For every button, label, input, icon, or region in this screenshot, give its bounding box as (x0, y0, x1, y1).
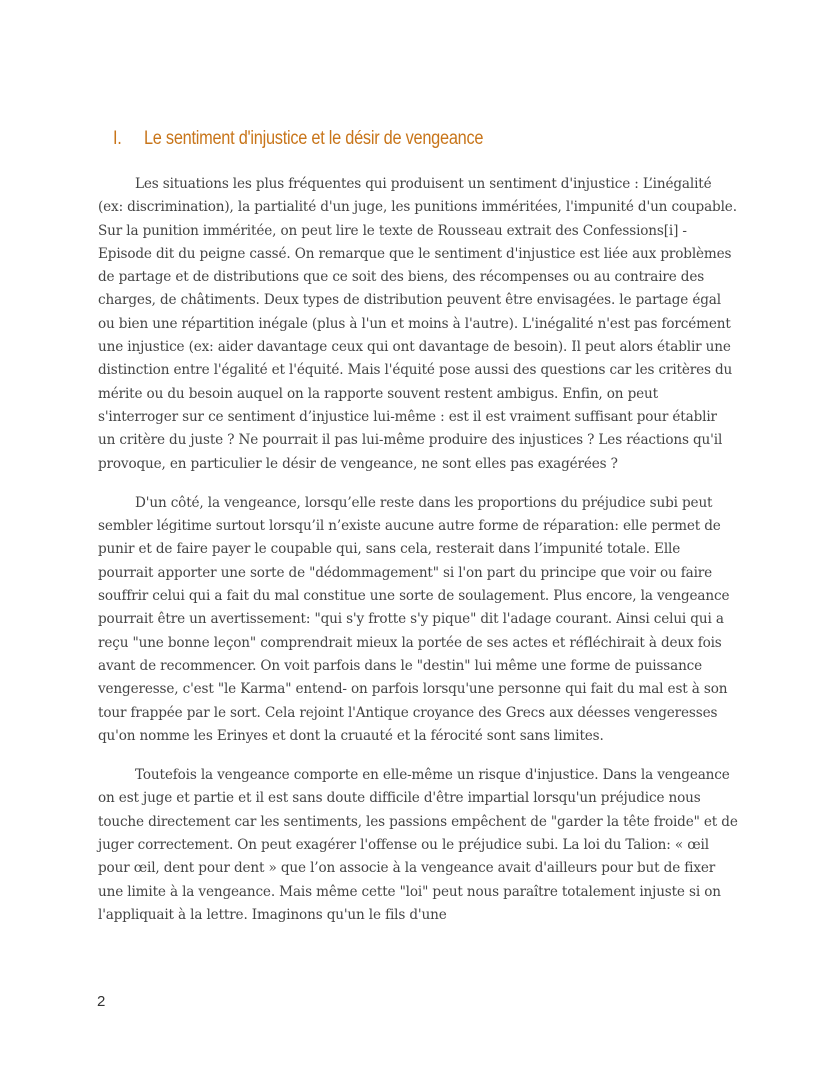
section-title: Le sentiment d'injustice et le désir de vengeance (143, 128, 484, 149)
section-number: I. (113, 128, 122, 149)
paragraph-vengeance-legitimacy: D'un côté, la vengeance, lorsqu’elle reste dans les proportions du préjudice subi peut sembler légitime surtout lorsqu’il n’existe aucune autre forme de réparation: elle permet de punir et de faire payer le coupable qui, sans cela, resterait dans l’impunité totale. Elle pourrait apporter une sorte de "dédommagement" si l'on part du principe que voir ou faire souffrir celui qui a fait du mal constitue une sorte de soulagement. Plus encore, la vengeance pourrait être un avertissement: "qui s'y frotte s'y pique" dit l'adage courant. Ainsi celui qui a reçu "une bonne leçon" comprendrait mieux la portée de ses actes et réfléchirait à deux fois avant de recommencer. On voit parfois dans le "destin" lui même une forme de puissance vengeresse, c'est "le Karma" entend- on parfois lorsqu'une personne qui fait du mal est à son tour frappée par le sort. Cela rejoint l'Antique croyance des Grecs aux déesses vengeresses qu'on nomme les Erinyes et dont la cruauté et la férocité sont sans limites. (98, 494, 730, 744)
paragraph-injustice: Les situations les plus fréquentes qui produisent un sentiment d'injustice : L’inégalité (ex: discrimination), la partialité d'un juge, les punitions imméritées, l'impunité d'un coupable. Sur la punition imméritée, on peut lire le texte de Rousseau extrait des Confessions[i] - Episode dit du peigne cassé. On remarque que le sentiment d'injustice est liée aux problèmes de partage et de distributions que ce soit des biens, des récompenses ou au contraire des charges, de châtiments. Deux types de distribution peuvent être envisagées. le partage égal ou bien une répartition inégale (plus à l'un et moins à l'autre). L'inégalité n'est pas forcément une injustice (ex: aider davantage ceux qui ont davantage de besoin). Il peut alors établir une distinction entre l'égalité et l'équité. Mais l'équité pose aussi des questions car les critères du mérite ou du besoin auquel on la rapporte souvent restent ambigus. Enfin, on peut s'interroger sur ce sentiment d’injustice lui-même : est il est vraiment suffisant pour établir un critère du juste ? Ne pourrait il pas lui-même produire des injustices ? Les réactions qu'il provoque, en particulier le désir de vengeance, ne sont elles pas exagérées ? (98, 176, 737, 472)
paragraph-vengeance-risk: Toutefois la vengeance comporte en elle-même un risque d'injustice. Dans la vengeance on est juge et partie et il est sans doute difficile d'être impartial lorsqu'un préjudice nous touche directement car les sentiments, les passions empêchent de "garder la tête froide" et de juger correctement. On peut exagérer l'offense ou le préjudice subi. La loi du Talion: « œil pour œil, dent pour dent » que l’on associe à la vengeance avait d'ailleurs pour but de fixer une limite à la vengeance. Mais même cette "loi" peut nous paraître totalement injuste si on l'appliquait à la lettre. Imaginons qu'un le fils d'une (98, 767, 738, 923)
page-number: 2 (97, 993, 106, 1010)
body-text (98, 173, 738, 943)
section-heading (113, 128, 483, 150)
